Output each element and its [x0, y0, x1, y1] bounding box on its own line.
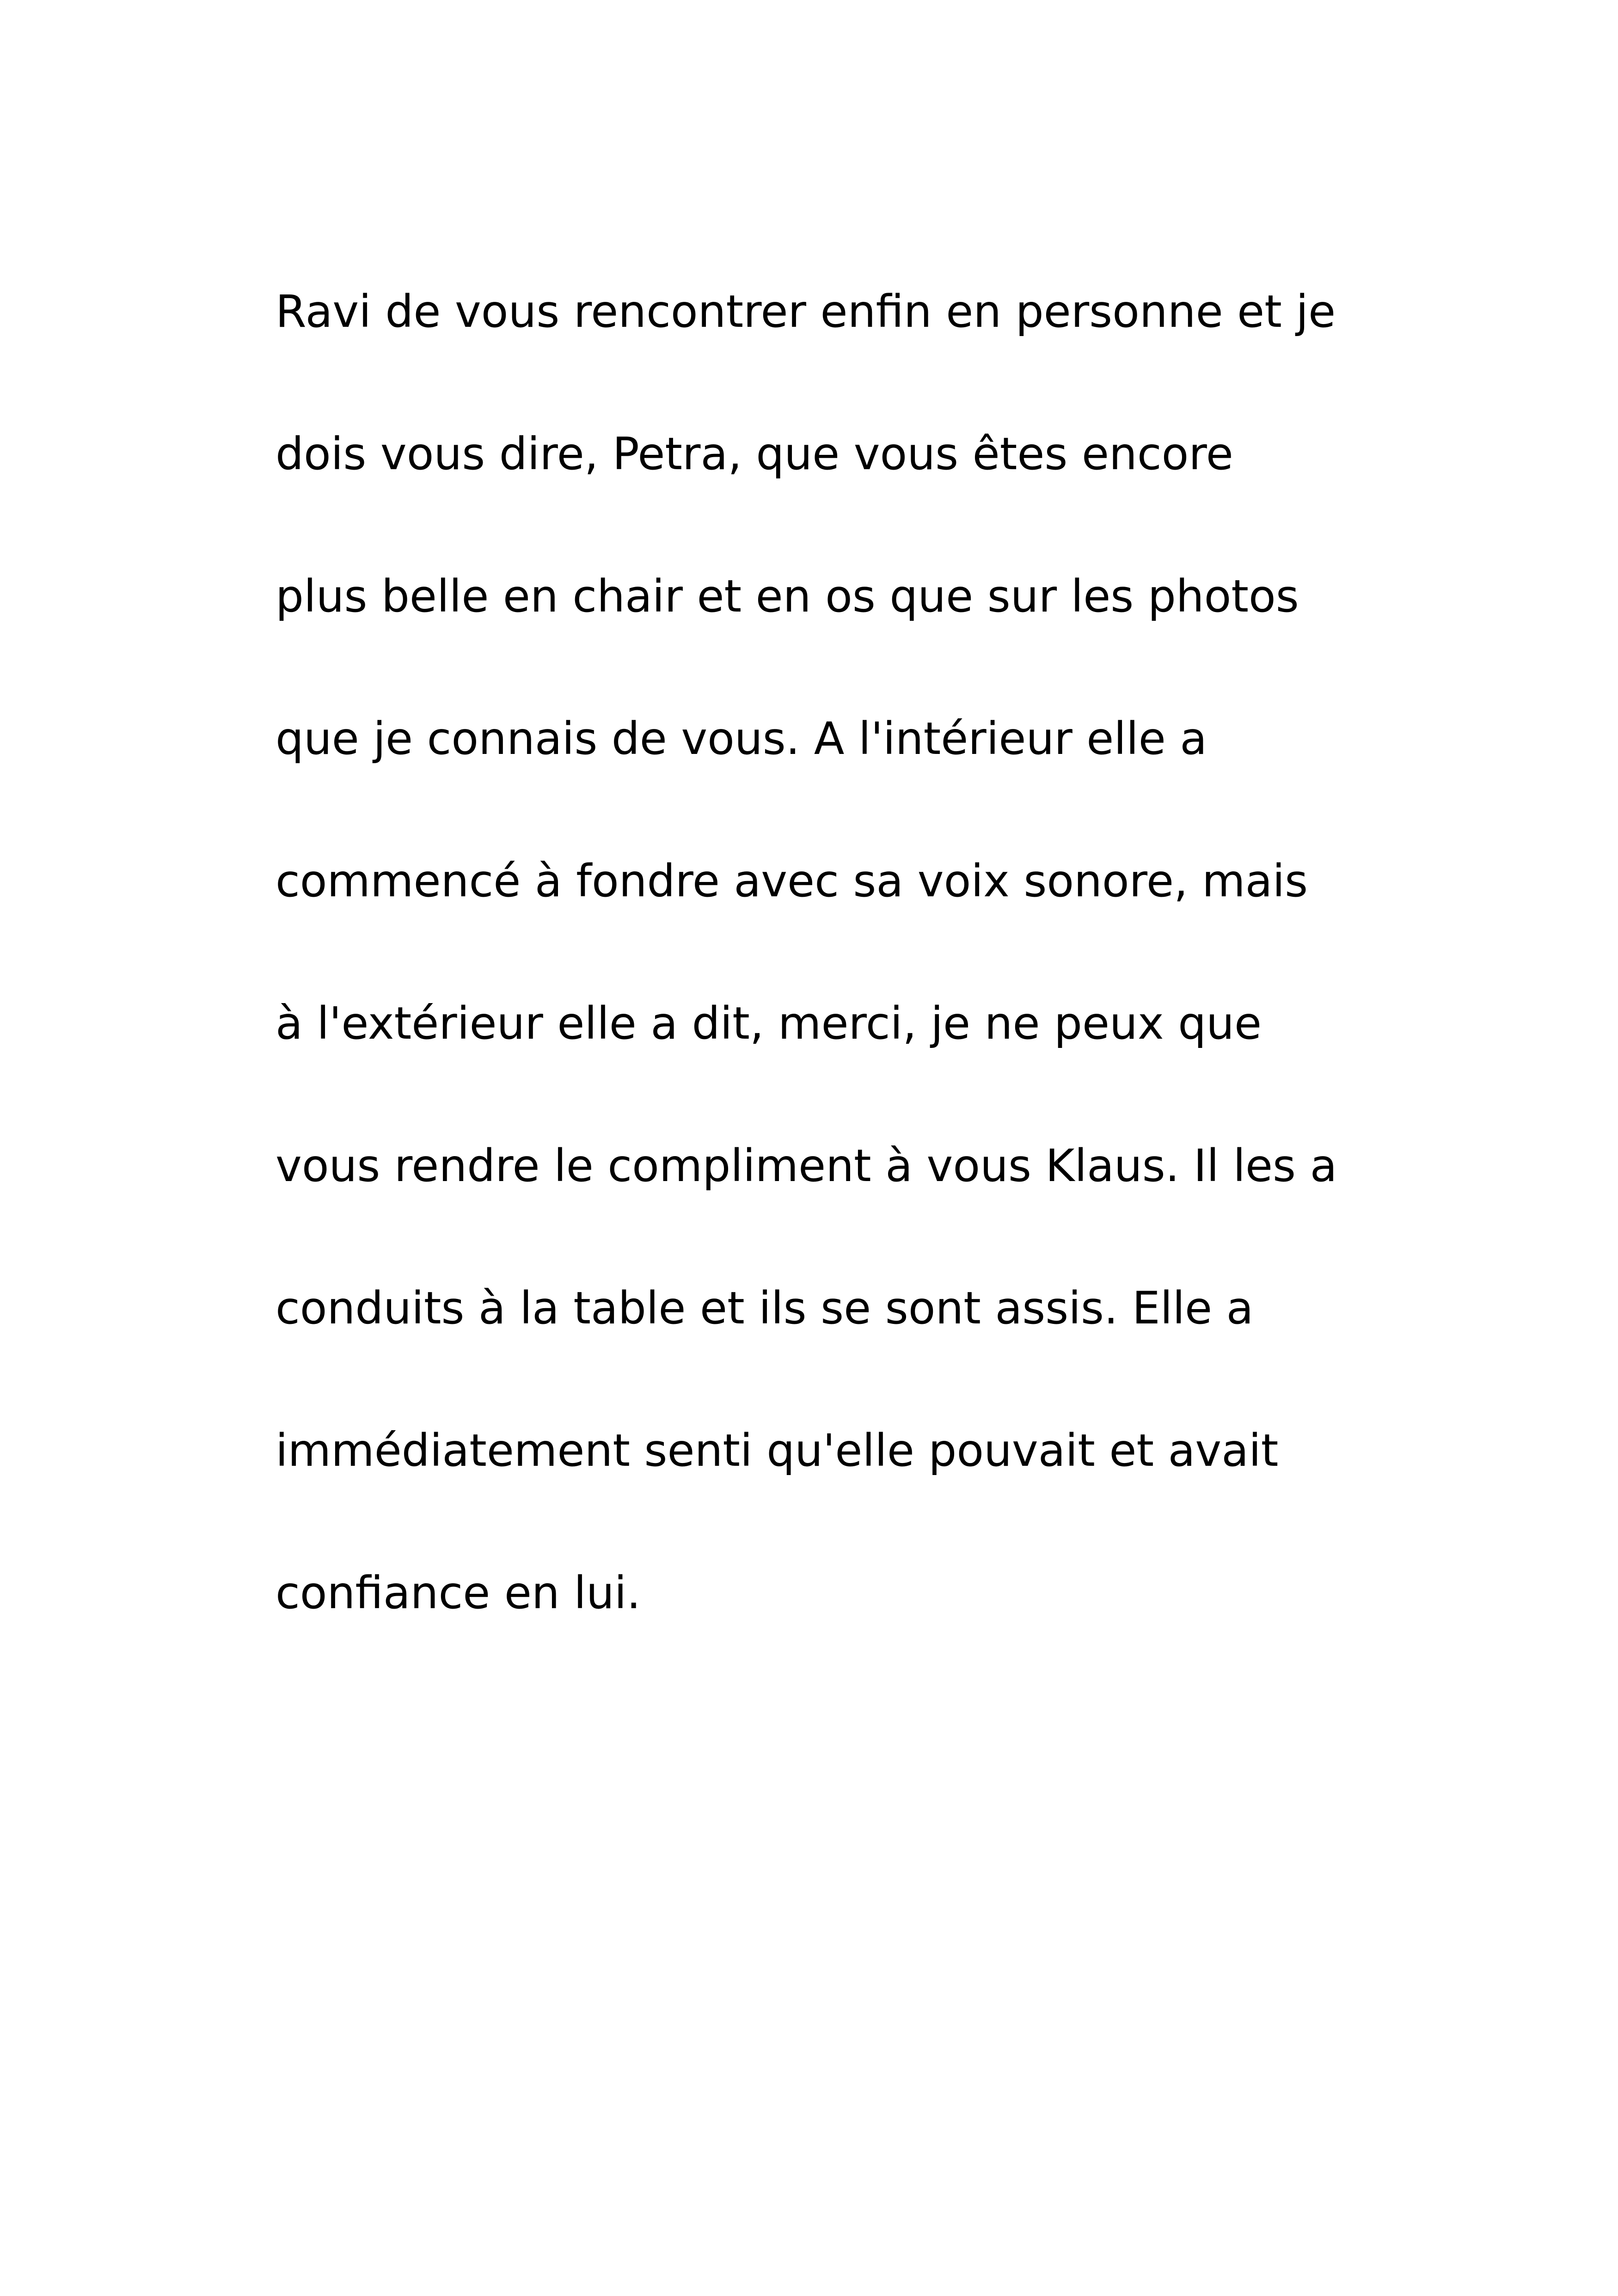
text-line: à l'extérieur elle a dit, merci, je ne peux que: [276, 998, 1262, 1049]
text-line: confiance en lui.: [276, 1567, 641, 1619]
text-line: plus belle en chair et en os que sur les photos: [276, 570, 1299, 622]
text-line: commencé à fondre avec sa voix sonore, mais: [276, 855, 1308, 907]
text-line: immédiatement senti qu'elle pouvait et avait: [276, 1425, 1279, 1476]
text-line: que je connais de vous. A l'intérieur elle a: [276, 713, 1207, 765]
text-line: Ravi de vous rencontrer enfin en personne et je: [276, 286, 1336, 337]
text-line: vous rendre le compliment à vous Klaus. Il les a: [276, 1140, 1337, 1192]
text-line: dois vous dire, Petra, que vous êtes encore: [276, 428, 1233, 480]
body-text: [276, 279, 1394, 1703]
text-line: conduits à la table et ils se sont assis. Elle a: [276, 1282, 1254, 1334]
